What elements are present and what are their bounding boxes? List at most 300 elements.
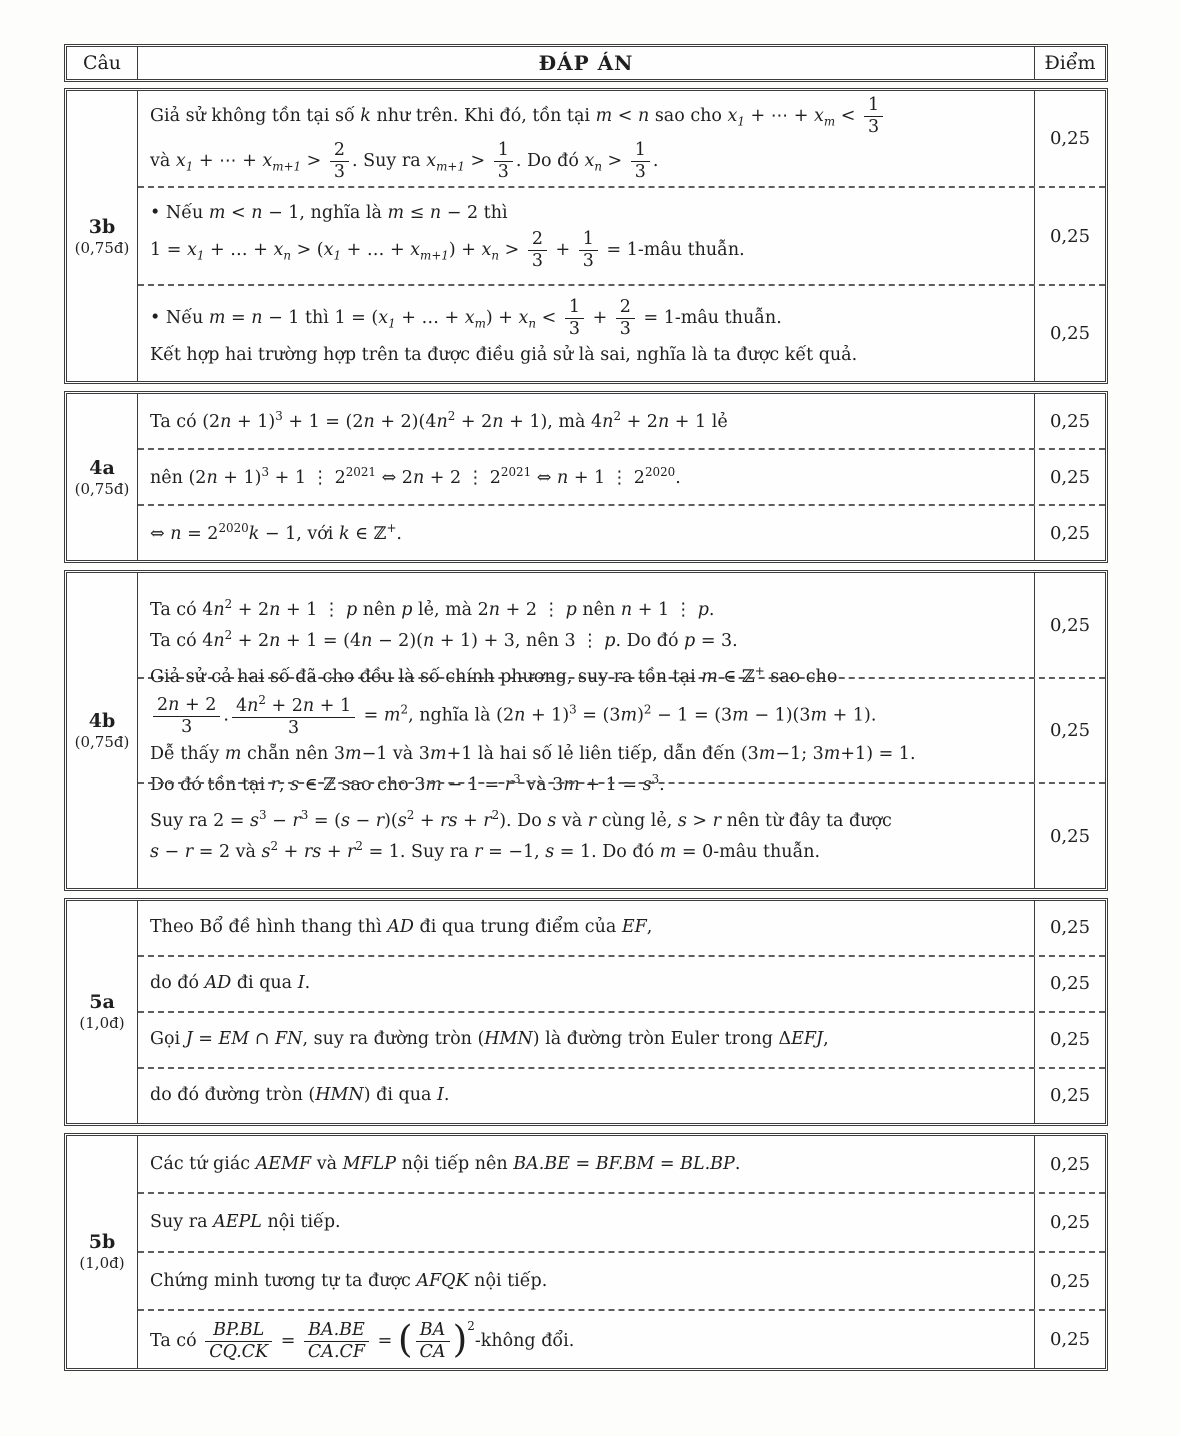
subscript: 1 — [737, 114, 745, 129]
score-cell: 0,25 — [1034, 1069, 1105, 1123]
score-cell: 0,25 — [1034, 1013, 1105, 1067]
math-var: n — [488, 599, 501, 620]
text: Ta có — [150, 1330, 203, 1351]
text: +1 là hai số lẻ liên tiếp, dẫn đến (3 — [446, 743, 759, 764]
text: + 1 ⋮ — [280, 599, 346, 620]
question-label-cell — [67, 573, 138, 888]
answer-content — [138, 506, 1034, 560]
text: như trên. Khi đó, tồn tại — [370, 105, 596, 126]
superscript: 2 — [355, 839, 363, 854]
answer-line — [150, 199, 1022, 228]
fraction-denominator — [864, 117, 883, 138]
answer-row — [138, 1251, 1105, 1310]
superscript: + — [754, 664, 765, 679]
answer-line — [150, 1081, 1022, 1110]
text: = −1, — [482, 841, 546, 862]
text: + … + — [341, 240, 411, 261]
superscript: 2 — [491, 808, 500, 823]
math-var: BA.BE — [513, 1153, 570, 1174]
subscript: n — [594, 159, 602, 174]
math-var: n — [556, 467, 569, 488]
text: , suy ra đường tròn ( — [302, 1029, 485, 1050]
subscript: 1 — [333, 248, 342, 263]
math-var: n — [213, 630, 225, 651]
math-var: MFLP — [342, 1153, 397, 1174]
fraction-denominator — [205, 1342, 272, 1363]
text: + 1 ⋮ — [632, 599, 698, 620]
answer-key-page — [64, 44, 1108, 1371]
answer-row — [138, 901, 1105, 955]
text: + 2 ⋮ 2 — [424, 467, 501, 488]
math-var: n — [302, 695, 315, 716]
text: cùng lẻ, — [596, 811, 678, 832]
text: Suy ra — [150, 1212, 214, 1233]
text: ∩ — [249, 1029, 275, 1050]
text: + — [414, 811, 441, 832]
math-var: n — [436, 411, 448, 432]
text: sao cho — [764, 667, 838, 687]
fraction-numerator — [565, 297, 584, 319]
math-var: m — [383, 705, 401, 726]
text: . — [443, 1085, 450, 1106]
superscript: 2020 — [644, 464, 676, 479]
fraction-denominator — [416, 1342, 450, 1363]
text: + — [457, 811, 484, 832]
math-var: s — [261, 841, 271, 862]
text: 2 — [157, 694, 169, 715]
math-var: n — [206, 467, 218, 488]
answer-row — [138, 448, 1105, 504]
text: 3 — [333, 161, 346, 182]
answer-content — [138, 1136, 1034, 1193]
math-var: EM — [218, 1029, 250, 1050]
math-var: x — [584, 150, 595, 171]
score-cell: 0,25 — [1034, 286, 1105, 381]
subscript: n — [528, 316, 537, 331]
score-cell: 0,25 — [1034, 784, 1105, 888]
answer-content — [138, 91, 1034, 186]
math-var: k — [248, 523, 260, 544]
text: . — [659, 774, 665, 795]
text: = — [192, 1029, 219, 1050]
text: 4 — [235, 695, 248, 716]
math-var: BA — [419, 1319, 446, 1340]
math-var: m — [595, 105, 613, 126]
text: = (3 — [576, 705, 621, 726]
score-cell: 0,25 — [1034, 1253, 1105, 1310]
text: + 1) — [231, 411, 276, 432]
column-header-score: Điểm — [1034, 47, 1105, 79]
text: 1 — [867, 94, 880, 115]
math-var: rs — [303, 841, 322, 862]
answer-row — [138, 186, 1105, 283]
text: ) — [637, 705, 644, 726]
text: + 2 — [265, 695, 303, 716]
text: 2 — [531, 229, 543, 250]
text: ) là đường tròn Euler trong Δ — [532, 1029, 792, 1050]
text: + 1). — [827, 705, 877, 726]
math-var: p — [565, 599, 577, 620]
text: . — [304, 973, 311, 994]
math-var: BP.BL — [213, 1319, 265, 1340]
text: ). Do — [499, 811, 548, 832]
fraction-numerator — [864, 95, 883, 117]
text: ∈ ℤ sao cho 3 — [299, 774, 426, 795]
score-cell: 0,25 — [1034, 394, 1105, 448]
score-cell: 0,25 — [1034, 188, 1105, 283]
text: 3 — [568, 319, 580, 340]
fraction — [330, 140, 349, 183]
answer-line — [150, 692, 1022, 740]
fraction — [494, 140, 513, 183]
text: < — [225, 203, 252, 224]
answer-content — [138, 664, 1034, 795]
math-var: m — [823, 743, 841, 764]
text: + … + — [204, 240, 274, 261]
text: 3 — [287, 717, 300, 738]
subscript: m+1 — [272, 159, 302, 174]
math-var: s — [290, 774, 300, 795]
question-id: 5b — [88, 1231, 116, 1254]
big-paren-icon: ( — [397, 1317, 413, 1362]
superscript: 2 — [224, 628, 233, 643]
fraction-denominator — [153, 717, 220, 738]
fraction-numerator — [631, 140, 650, 162]
text: > ( — [291, 240, 324, 261]
answer-line — [150, 139, 1022, 184]
text: sao cho — [649, 105, 728, 126]
text: + 2 — [621, 411, 658, 432]
math-var: m — [224, 743, 242, 764]
math-var: m — [732, 705, 749, 726]
text: 2 — [619, 297, 631, 318]
math-var: m — [425, 774, 442, 795]
text: do đó đường tròn ( — [150, 1085, 316, 1106]
math-var: m — [659, 841, 677, 862]
text: < — [536, 308, 562, 329]
text: chẵn nên 3 — [241, 743, 345, 764]
subscript: m+1 — [420, 248, 449, 263]
answer-line — [150, 661, 1022, 692]
score-cell: 0,25 — [1034, 1311, 1105, 1368]
math-var: EF — [621, 917, 647, 938]
text: Chứng minh tương tự ta được — [150, 1270, 417, 1291]
text: -không đổi. — [474, 1330, 575, 1351]
text: đi qua trung điểm của — [413, 917, 622, 938]
text: > — [499, 240, 525, 261]
math-var: n — [361, 630, 373, 651]
fraction — [579, 229, 598, 272]
text: Các tứ giác — [150, 1153, 256, 1174]
math-var: HMN — [315, 1085, 364, 1106]
fraction-denominator — [616, 319, 635, 340]
answer-line — [150, 296, 1022, 341]
answer-line — [150, 228, 1022, 273]
answer-content — [138, 1013, 1034, 1067]
math-var: s — [340, 811, 350, 832]
fraction-denominator — [579, 251, 598, 272]
math-var: m — [387, 203, 405, 224]
text: 3 — [867, 116, 880, 137]
text: + 1) — [525, 705, 570, 726]
text: 3 — [181, 716, 193, 737]
answer-row — [138, 1067, 1105, 1123]
subscript: 1 — [196, 248, 205, 263]
score-cell: 0,25 — [1034, 679, 1105, 783]
question-points: (1,0đ) — [79, 1014, 125, 1033]
text: = 3. — [695, 630, 738, 651]
text: + — [321, 841, 348, 862]
fraction-denominator — [232, 718, 355, 739]
answer-content — [138, 1253, 1034, 1310]
math-var: HMN — [484, 1029, 533, 1050]
fraction-numerator — [528, 229, 547, 251]
subscript: 1 — [388, 316, 396, 331]
answer-content — [138, 286, 1034, 381]
fraction — [416, 1320, 450, 1363]
math-var: m — [810, 705, 828, 726]
text: ) + — [485, 308, 519, 329]
subscript: n — [283, 248, 292, 263]
text: + 1 lẻ — [669, 411, 728, 432]
answer-line — [150, 518, 1022, 549]
text: − 1 = — [441, 774, 505, 795]
math-var: n — [247, 695, 259, 716]
text: > — [686, 811, 713, 832]
text: −1; 3 — [775, 743, 824, 764]
superscript: 2 — [258, 693, 266, 708]
question-id: 4a — [89, 456, 115, 479]
math-var: x — [378, 308, 389, 329]
text: +1) = 1. — [840, 743, 916, 764]
answer-line — [150, 341, 1022, 370]
answer-line — [150, 1025, 1022, 1054]
question-id: 4b — [88, 710, 116, 733]
text: ∈ ℤ — [717, 667, 755, 687]
math-var: s — [547, 811, 557, 832]
superscript: 2 — [643, 702, 652, 717]
text: nên — [357, 599, 402, 620]
big-paren-icon: ) — [452, 1317, 468, 1362]
superscript: 2 — [270, 839, 279, 854]
text: Ta có 4 — [150, 630, 214, 651]
math-var: p — [604, 630, 616, 651]
fraction — [631, 140, 650, 183]
answer-row — [138, 1309, 1105, 1368]
math-var: n — [492, 411, 504, 432]
math-var: r — [587, 811, 597, 832]
math-var: p — [684, 630, 696, 651]
fraction-numerator — [232, 693, 355, 718]
answer-rows — [138, 901, 1105, 1123]
math-var: m — [620, 705, 638, 726]
math-var: n — [514, 705, 526, 726]
text: • Nếu — [150, 203, 209, 224]
answer-content — [138, 188, 1034, 283]
text: )( — [384, 811, 398, 832]
fraction-denominator — [330, 162, 349, 183]
answer-row — [138, 91, 1105, 186]
subscript: m+1 — [436, 159, 465, 174]
superscript: 3 — [258, 808, 267, 823]
answer-content — [138, 957, 1034, 1011]
math-var: s — [642, 774, 652, 795]
math-var: CQ.CK — [209, 1341, 269, 1362]
answer-line — [150, 1150, 1022, 1179]
text: + — [278, 841, 304, 862]
answer-line — [150, 1208, 1022, 1237]
answer-row — [138, 394, 1105, 448]
math-var: r — [483, 811, 492, 832]
fraction — [528, 229, 547, 272]
question-section-3b — [64, 88, 1108, 384]
text: = — [358, 705, 384, 726]
answer-content — [138, 901, 1034, 955]
question-label-cell — [67, 91, 138, 381]
math-var: x — [273, 240, 284, 261]
text: nội tiếp. — [261, 1212, 341, 1233]
math-var: AD — [204, 973, 232, 994]
text: , — [279, 774, 291, 795]
question-label-cell — [67, 1136, 138, 1368]
text: ⇔ 2 — [376, 467, 413, 488]
math-var: n — [251, 203, 263, 224]
math-var: r — [347, 841, 356, 862]
fraction — [864, 95, 883, 138]
answer-line — [150, 740, 1022, 769]
score-cell: 0,25 — [1034, 91, 1105, 186]
math-var: x — [262, 150, 273, 171]
math-var: AFQK — [416, 1270, 469, 1291]
fraction-numerator — [330, 140, 349, 162]
text: , nghĩa là (2 — [408, 705, 515, 726]
text: nên từ đây ta được — [721, 811, 892, 832]
math-var: n — [620, 599, 633, 620]
text: + 2 — [232, 599, 270, 620]
superscript: 2 — [400, 702, 409, 717]
math-var: s — [250, 811, 259, 832]
text: Giả sử cả hai số đã cho đều là số chính phương, suy ra tồn tại — [150, 667, 702, 687]
superscript: 2 — [613, 408, 622, 423]
math-var: n — [657, 411, 670, 432]
text: 1 = — [150, 240, 187, 261]
text: + 1 = — [579, 774, 643, 795]
text: + 1 = (4 — [280, 630, 362, 651]
text: 3 — [619, 319, 631, 340]
text: + 1 — [314, 695, 352, 716]
text: . Do đó — [615, 630, 685, 651]
question-section-4a — [64, 391, 1108, 563]
text: và — [556, 811, 588, 832]
math-var: n — [220, 411, 232, 432]
answer-line — [150, 406, 1022, 437]
fraction-numerator — [153, 695, 220, 717]
text: đi qua — [231, 973, 298, 994]
score-cell: 0,25 — [1034, 573, 1105, 677]
math-var: m — [344, 743, 362, 764]
text: 1 — [634, 139, 646, 160]
fraction — [616, 297, 635, 340]
text: 3 — [497, 161, 509, 182]
score-cell: 0,25 — [1034, 1194, 1105, 1251]
text: + 1) + 3, nên 3 ⋮ — [434, 630, 605, 651]
superscript: 3 — [300, 808, 309, 823]
text: < — [835, 105, 861, 126]
math-var: m — [563, 774, 580, 795]
math-var: x — [518, 308, 529, 329]
text: + 2)(4 — [374, 411, 437, 432]
math-var: rs — [440, 811, 458, 832]
superscript: 3 — [651, 772, 660, 787]
answer-rows — [138, 91, 1105, 381]
superscript: 2 — [447, 408, 456, 423]
math-var: s — [677, 811, 687, 832]
fraction-denominator — [565, 319, 584, 340]
math-var: k — [360, 105, 371, 126]
text: ≤ — [404, 203, 430, 224]
math-var: n — [170, 523, 182, 544]
text: . — [396, 523, 402, 544]
text: + 2 — [179, 694, 217, 715]
math-var: x — [323, 240, 334, 261]
math-var: CA.CF — [307, 1341, 366, 1362]
math-var: r — [184, 841, 194, 862]
text: < — [612, 105, 638, 126]
answer-line — [150, 913, 1022, 942]
text: = 2 — [181, 523, 219, 544]
fraction-denominator — [494, 162, 513, 183]
fraction — [232, 693, 355, 739]
text: ⇔ — [531, 467, 557, 488]
text: = 0-mâu thuẫn. — [676, 841, 821, 862]
math-var: x — [814, 105, 824, 126]
question-points: (1,0đ) — [79, 1254, 125, 1273]
superscript: 2021 — [500, 464, 532, 479]
score-cell: 0,25 — [1034, 901, 1105, 955]
question-section-5a — [64, 898, 1108, 1126]
text: ∈ ℤ — [349, 523, 387, 544]
math-var: n — [168, 694, 180, 715]
math-var: BF.BM — [595, 1153, 655, 1174]
math-var: n — [429, 203, 442, 224]
text: . — [675, 467, 681, 488]
math-var: r — [292, 811, 301, 832]
text: . — [223, 705, 229, 726]
math-var: x — [727, 105, 738, 126]
score-cell: 0,25 — [1034, 957, 1105, 1011]
text: = — [372, 1330, 398, 1351]
text: lẻ, mà 2 — [412, 599, 489, 620]
math-var: m — [429, 743, 447, 764]
text: nên (2 — [150, 467, 207, 488]
text: −1 và 3 — [361, 743, 430, 764]
math-var: x — [175, 150, 186, 171]
math-var: I — [436, 1085, 444, 1106]
text: + … + — [395, 308, 465, 329]
text: Suy ra 2 = — [150, 811, 250, 832]
math-var: n — [412, 467, 425, 488]
text: , — [823, 1029, 829, 1050]
math-var: m — [208, 308, 226, 329]
sections-container — [64, 88, 1108, 1371]
fraction-numerator — [494, 140, 513, 162]
score-cell: 0,25 — [1034, 450, 1105, 504]
text: ⇔ — [150, 523, 171, 544]
math-var: m — [701, 667, 718, 687]
answer-row — [138, 284, 1105, 381]
answer-row — [138, 504, 1105, 560]
column-header-answer: ĐÁP ÁN — [538, 51, 634, 75]
